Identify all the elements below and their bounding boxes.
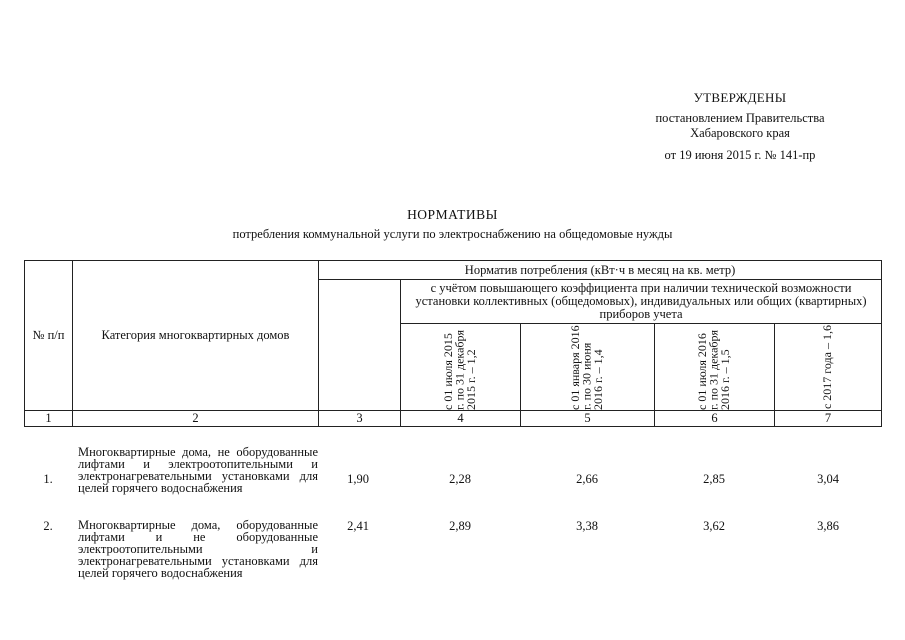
row-value: 3,38: [576, 519, 598, 533]
row-value: 2,66: [576, 472, 598, 486]
col-num-cell: 3: [319, 411, 401, 427]
row-category: Многоквартирные дома, не оборудованные лифтами и электроотопительными и электронагревательными установками для целей горячего водоснабжения: [78, 445, 318, 495]
col-num-cell: 7: [775, 411, 882, 427]
row-value: 2,41: [347, 519, 369, 533]
header-base-empty: [319, 280, 401, 411]
row-value: 1,90: [347, 472, 369, 486]
row-category: Многоквартирные дома, оборудованные лифтами и не оборудованные электроотопительными и электронагревательными установками для целей горячего водоснабжения: [78, 518, 318, 580]
header-period-4: с 2017 года – 1,6: [775, 324, 882, 411]
col-num-cell: 5: [521, 411, 655, 427]
header-norm: Норматив потребления (кВт·ч в месяц на кв. метр): [319, 261, 882, 280]
table-row: [24, 446, 881, 516]
row-value: 3,86: [817, 519, 839, 533]
header-category: Категория многоквартирных домов: [73, 261, 319, 411]
row-number: 1.: [43, 472, 53, 486]
document-subtitle: потребления коммунальной услуги по электроснабжению на общедомовые нужды: [232, 227, 673, 241]
row-value: 2,89: [449, 519, 471, 533]
header-period-1: с 01 июля 2015 г. по 31 декабря 2015 г. – 1,2: [401, 324, 521, 411]
header-coefficient: с учётом повышающего коэффициента при наличии технической возможности установки коллективных (общедомовых), индивидуальных или общих (квартирных) приборов учета: [401, 280, 882, 324]
row-value: 2,28: [449, 472, 471, 486]
header-number: № п/п: [25, 261, 73, 411]
table-row: [24, 519, 881, 589]
row-value: 3,04: [817, 472, 839, 486]
table-body: [24, 445, 881, 580]
document-title: НОРМАТИВЫ: [407, 207, 498, 222]
approval-line-2: Хабаровского края: [690, 126, 790, 140]
row-value: 3,62: [703, 519, 725, 533]
col-num-cell: 6: [655, 411, 775, 427]
approval-line-1: постановлением Правительства: [655, 111, 825, 125]
header-period-3: с 01 июля 2016 г. по 31 декабря 2016 г. – 1,5: [655, 324, 775, 411]
row-value: 2,85: [703, 472, 725, 486]
row-number: 2.: [43, 519, 53, 533]
approval-date: от 19 июня 2015 г. № 141-пр: [664, 148, 816, 162]
col-num-cell: 2: [73, 411, 319, 427]
col-num-cell: 4: [401, 411, 521, 427]
header-period-2: с 01 января 2016 г. по 30 июня 2016 г. – 1,4: [521, 324, 655, 411]
norms-table: [24, 260, 882, 427]
col-num-cell: 1: [25, 411, 73, 427]
approval-block: [600, 90, 880, 163]
approval-heading: УТВЕРЖДЕНЫ: [693, 90, 787, 105]
column-number-row: [25, 411, 882, 427]
